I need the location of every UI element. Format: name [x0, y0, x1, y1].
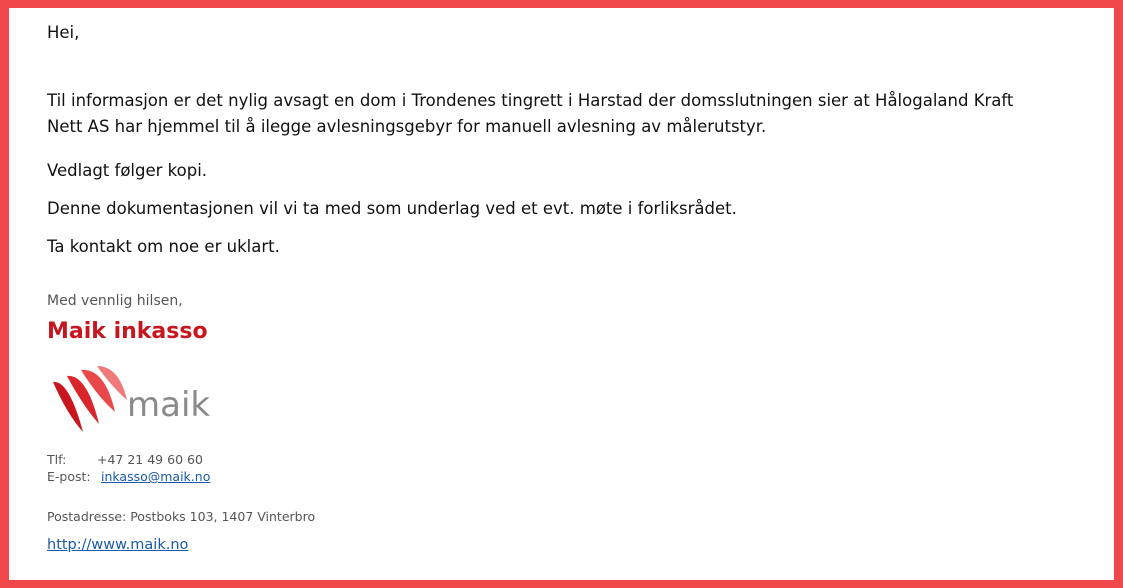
email-frame: [9, 8, 1114, 580]
greeting: Hei,: [47, 23, 80, 42]
paragraph-3: Denne dokumentasjonen vil vi ta med som underlag ved et evt. møte i forliksrådet.: [47, 199, 737, 218]
phone-value: +47 21 49 60 60: [97, 452, 203, 467]
email-label: E-post:: [47, 469, 91, 484]
email-row: [47, 468, 210, 485]
paragraph-1-line-2: Nett AS har hjemmel til å ilegge avlesningsgebyr for manuell avlesning av målerutstyr.: [47, 117, 767, 136]
signature-company-name: Maik inkasso: [47, 319, 208, 344]
maik-logo: [47, 364, 219, 436]
website-link[interactable]: http://www.maik.no: [47, 537, 189, 553]
paragraph-1: [47, 88, 1013, 140]
phone-row: [47, 451, 210, 468]
postal-address: Postadresse: Postboks 103, 1407 Vinterbro: [47, 509, 316, 524]
paragraph-4: Ta kontakt om noe er uklart.: [47, 237, 280, 256]
email-link[interactable]: inkasso@maik.no: [101, 469, 211, 484]
website-row: [47, 537, 188, 553]
phone-label: Tlf:: [47, 452, 67, 467]
signature-contact: [47, 451, 210, 485]
maik-logo-text: maik: [127, 385, 211, 425]
paragraph-1-line-1: Til informasjon er det nylig avsagt en dom i Trondenes tingrett i Harstad der domsslutningen sier at Hålogaland Kraft: [47, 91, 1014, 110]
paragraph-2: Vedlagt følger kopi.: [47, 161, 208, 180]
maik-logo-mark-icon: [53, 366, 127, 432]
signature-closing: Med vennlig hilsen,: [47, 293, 183, 309]
